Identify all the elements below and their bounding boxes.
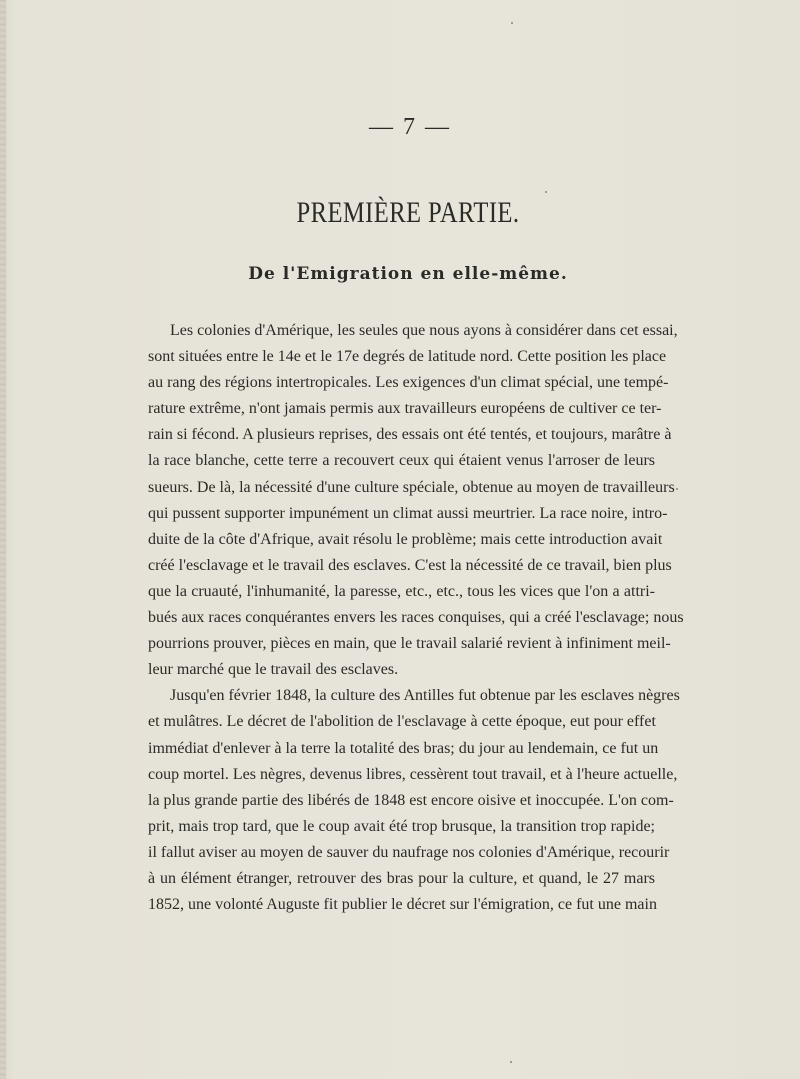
text-line: créé l'esclavage et le travail des esclaves. C'est la nécessité de ce travail, bien plus (148, 556, 672, 574)
text-line: il fallut aviser au moyen de sauver du naufrage nos colonies d'Amérique, recourir (148, 843, 670, 861)
text-line: sueurs. De là, la nécessité d'une culture spéciale, obtenue au moyen de travailleurs (148, 478, 675, 496)
text-line: sont situées entre le 14e et le 17e degrés de latitude nord. Cette position les place (148, 348, 667, 366)
text-line: pourrions prouver, pièces en main, que le travail salarié revient à infiniment meil- (148, 635, 671, 653)
text-line: 1852, une volonté Auguste fit publier le décret sur l'émigration, ce fut une main (148, 896, 657, 914)
text-line: au rang des régions intertropicales. Les exigences d'un climat spécial, une tempé- (148, 374, 669, 392)
binding-edge (0, 0, 6, 1079)
text-line: leur marché que le travail des esclaves. (148, 661, 399, 679)
paper-speck (510, 1061, 512, 1063)
text-line: qui pussent supporter impunément un climat aussi meurtrier. La race noire, intro- (148, 504, 668, 522)
paragraph-2 (148, 683, 680, 918)
text-line: duite de la côte d'Afrique, avait résolu le problème; mais cette introduction avait (148, 530, 663, 548)
text-line: la plus grande partie des libérés de 1848 est encore oisive et inoccupée. L'on com- (148, 791, 674, 809)
text-line: coup mortel. Les nègres, devenus libres, cessèrent tout travail, et à l'heure actuelle, (148, 765, 678, 783)
text-line: la race blanche, cette terre a recouvert ceux qui étaient venus l'arroser de leurs (148, 452, 655, 470)
page-number: — 7 — (369, 114, 451, 140)
text-line: Les colonies d'Amérique, les seules que nous ayons à considérer dans cet essai, (170, 322, 678, 339)
text-line: prit, mais trop tard, que le coup avait été trop brusque, la transition trop rapide; (148, 817, 655, 835)
text-line: et mulâtres. Le décret de l'abolition de l'esclavage à cette époque, eut pour effet (148, 713, 656, 731)
text-line: à un élément étranger, retrouver des bras pour la culture, et quand, le 27 mars (148, 869, 655, 887)
part-title: PREMIÈRE PARTIE. (296, 196, 520, 229)
section-title: De l'Emigration en elle-même. (248, 264, 568, 284)
text-line: bués aux races conquérantes envers les races conquises, qui a créé l'esclavage; nous (148, 609, 684, 627)
paper-speck (676, 488, 678, 490)
paper-speck (545, 191, 547, 193)
text-line: immédiat d'enlever à la terre la totalité des bras; du jour au lendemain, ce fut un (148, 739, 659, 757)
text-line: Jusqu'en février 1848, la culture des Antilles fut obtenue par les esclaves nègres (170, 687, 680, 705)
paragraph-1 (148, 318, 684, 683)
paper-speck (511, 22, 513, 24)
text-line: rature extrême, n'ont jamais permis aux travailleurs européens de cultiver ce ter- (148, 400, 662, 418)
text-line: que la cruauté, l'inhumanité, la paresse, etc., etc., tous les vices que l'on a attri- (148, 582, 655, 600)
text-line: rain si fécond. A plusieurs reprises, des essais ont été tentés, et toujours, marâtre à (148, 426, 672, 444)
body-text (148, 318, 684, 918)
